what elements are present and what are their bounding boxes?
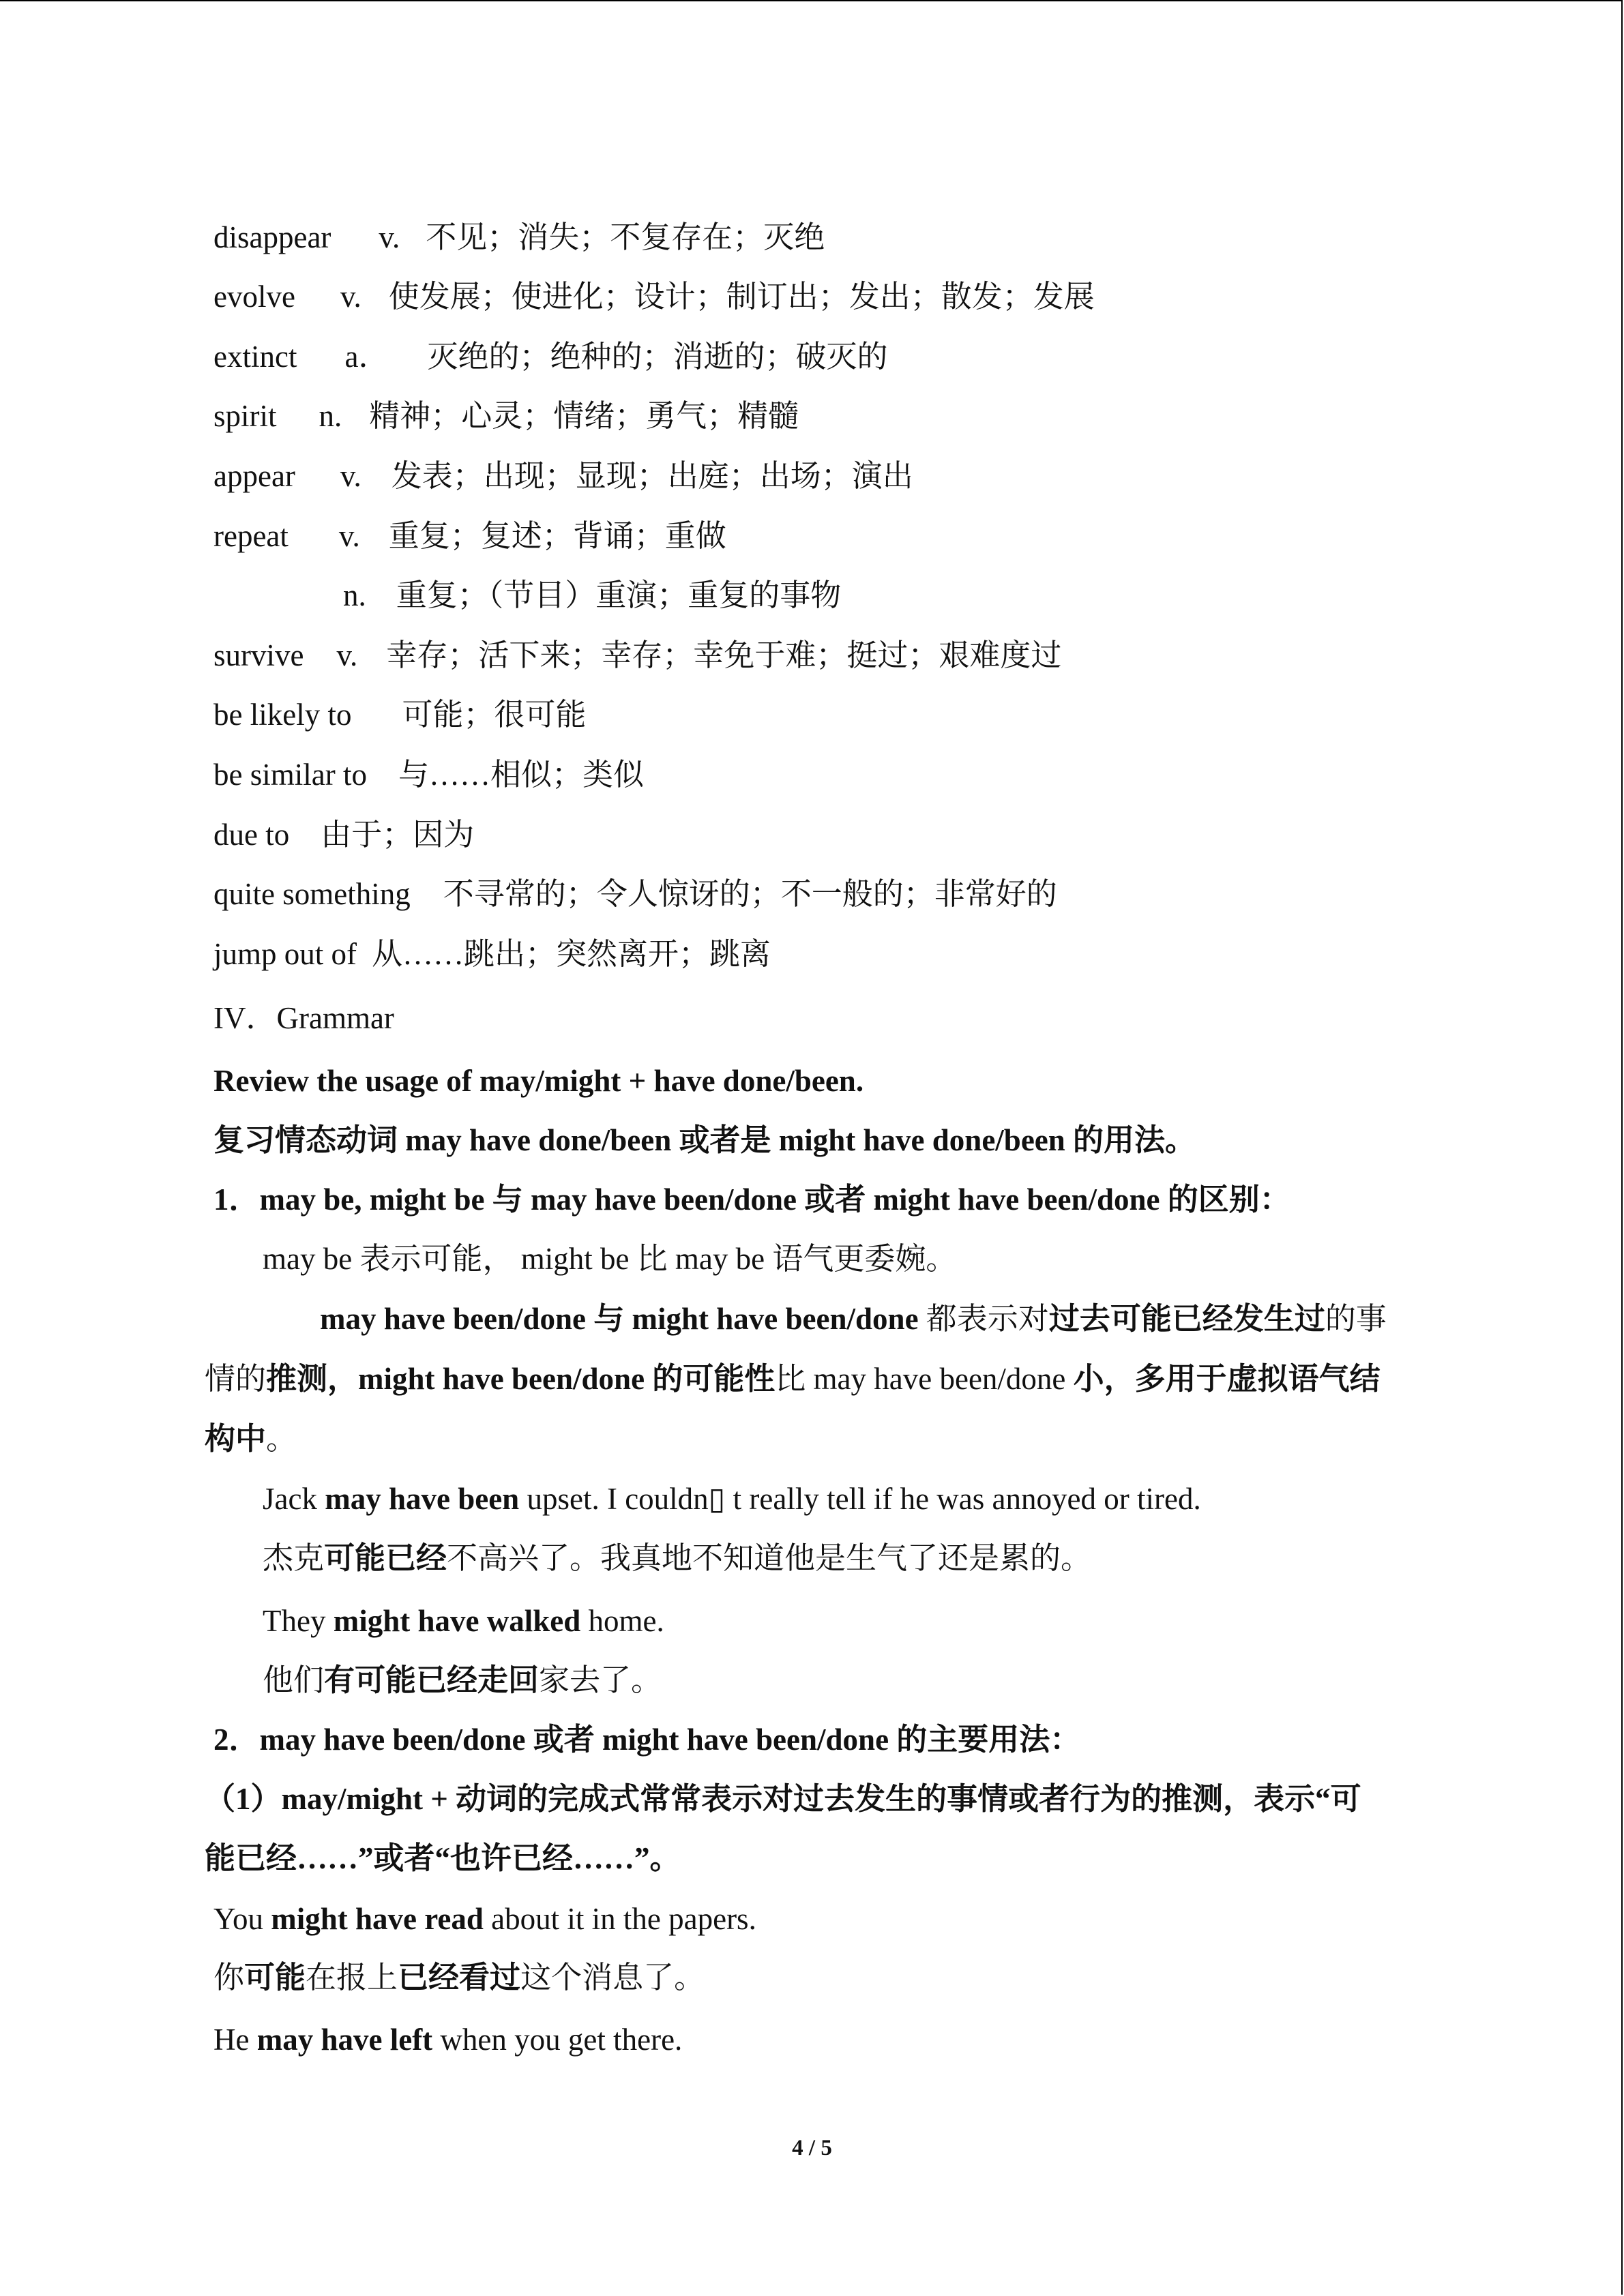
- vocab-meaning: 由于；因为: [321, 818, 475, 852]
- vocab-row: [213, 635, 1061, 676]
- text-run: 你: [213, 1960, 245, 1995]
- vocab-meaning: 可能；很可能: [402, 698, 587, 732]
- vocab-word: due to: [213, 818, 290, 852]
- text-run: He: [213, 2023, 257, 2057]
- vocab-word: evolve: [213, 280, 295, 314]
- vocab-word: jump out of: [213, 937, 357, 971]
- text-run: when you get there.: [432, 2023, 683, 2057]
- vocab-pos: v.: [338, 519, 360, 553]
- vocab-row: [213, 396, 799, 436]
- text-run: may have left: [256, 2023, 433, 2057]
- vocab-meaning: 与……相似；类似: [398, 758, 644, 792]
- text-run: may have been/done 与 might have been/done: [320, 1302, 919, 1336]
- text-run: 构中: [205, 1422, 267, 1456]
- vocab-meaning: 发表；出现；显现；出庭；出场；演出: [391, 459, 913, 493]
- point1-paragraph-line3: [205, 1418, 297, 1459]
- vocab-row: [213, 276, 1095, 317]
- example-en: [213, 1898, 756, 1939]
- vocab-row: [213, 814, 474, 855]
- vocab-pos: n.: [343, 578, 366, 612]
- vocab-row: [213, 874, 1057, 914]
- vocab-meaning: 不见；消失；不复存在；灭绝: [426, 220, 825, 254]
- section-heading: IV．Grammar: [213, 1001, 394, 1035]
- point1-line1: may be 表示可能， might be 比 may be 语气更委婉。: [263, 1242, 957, 1276]
- text-run: You: [213, 1902, 271, 1936]
- vocab-meaning: 精神；心灵；情绪；勇气；精髓: [369, 399, 799, 433]
- page-number: 4 / 5: [792, 2136, 832, 2160]
- text-run: 推测，might have been/done 的可能性: [266, 1362, 776, 1396]
- vocab-word: disappear: [213, 220, 331, 254]
- example-en: [263, 1600, 664, 1641]
- vocab-pos: v.: [379, 220, 400, 254]
- vocab-meaning: 重复；（节目）重演；重复的事物: [396, 578, 842, 612]
- vocab-row: [213, 516, 726, 556]
- text-run: 过去可能已经发生过: [1048, 1302, 1325, 1336]
- text-run: 这个消息了。: [520, 1960, 705, 1995]
- point2-sub-line1: （1）may/might + 动词的完成式常常表示对过去发生的事情或者行为的推测，表示“可: [205, 1782, 1361, 1816]
- vocab-word: survive: [213, 638, 304, 672]
- vocab-row: [213, 934, 771, 974]
- vocab-meaning: 使发展；使进化；设计；制订出；发出；散发；发展: [388, 280, 1095, 314]
- vocab-pos: v.: [336, 638, 358, 672]
- vocab-row: [213, 694, 586, 735]
- vocab-pos: v.: [340, 459, 361, 493]
- text-run: 都表示对: [918, 1302, 1049, 1336]
- example-en: [213, 2019, 682, 2060]
- text-run: 他们: [263, 1663, 325, 1697]
- text-run: 可能: [244, 1960, 306, 1995]
- text-run: home.: [580, 1604, 664, 1638]
- vocab-word: repeat: [213, 519, 289, 553]
- text-run: They: [263, 1604, 334, 1638]
- vocab-meaning: 幸存；活下来；幸存；幸免于难；挺过；艰难度过: [386, 638, 1062, 672]
- vocab-word: extinct: [213, 340, 297, 374]
- review-cn: 复习情态动词 may have done/been 或者是 might have done/been 的用法。: [213, 1123, 1196, 1157]
- text-run: 情的: [205, 1362, 267, 1396]
- point2-sub-line2: 能已经……”或者“也许已经……”。: [205, 1841, 681, 1875]
- text-run: might have read: [271, 1902, 484, 1936]
- vocab-meaning: 灭绝的；绝种的；消逝的；破灭的: [427, 340, 888, 374]
- point1-paragraph-line2: [205, 1358, 1381, 1399]
- text-run: may have been: [325, 1482, 520, 1516]
- point1-title: 1．may be, might be 与 may have been/done 或者 might have been/done 的区别：: [213, 1182, 1290, 1217]
- text-run: 已经看过: [398, 1960, 521, 1995]
- vocab-row: [213, 217, 825, 258]
- point1-paragraph-line1: [320, 1298, 1387, 1339]
- vocab-word: be similar to: [213, 758, 367, 792]
- text-run: 比 may have been/done: [775, 1362, 1074, 1396]
- vocab-meaning: 重复；复述；背诵；重做: [388, 519, 726, 553]
- text-run: 家去了。: [539, 1663, 662, 1697]
- vocab-word: appear: [213, 459, 295, 493]
- vocab-pos: v.: [340, 280, 361, 314]
- vocab-pos: n.: [319, 399, 342, 433]
- text-run: 不高兴了。我真地不知道他是生气了还是累的。: [447, 1541, 1092, 1575]
- text-run: 。: [266, 1422, 297, 1456]
- vocab-meaning: 不寻常的；令人惊讶的；不一般的；非常好的: [443, 877, 1057, 911]
- text-run: 的事: [1325, 1302, 1387, 1336]
- text-run: upset. I couldn▯ t really tell if he was annoyed or tired.: [519, 1482, 1201, 1516]
- text-run: 在报上: [306, 1960, 398, 1995]
- text-run: might have walked: [333, 1604, 581, 1638]
- example-cn: [213, 1957, 705, 1998]
- vocab-meaning: 从……跳出；突然离开；跳离: [372, 937, 771, 971]
- example-en: [263, 1478, 1201, 1519]
- text-run: 小，多用于虚拟语气结: [1073, 1362, 1381, 1396]
- vocab-pos: a．: [344, 340, 389, 374]
- text-run: Jack: [263, 1482, 325, 1516]
- vocab-row: [213, 754, 644, 795]
- text-run: 杰克: [263, 1541, 325, 1575]
- example-cn: [263, 1538, 1091, 1579]
- text-run: 有可能已经走回: [324, 1663, 540, 1697]
- text-run: about it in the papers.: [483, 1902, 756, 1936]
- vocab-word: spirit: [213, 399, 277, 433]
- example-cn: [263, 1660, 662, 1701]
- vocab-row: [213, 336, 887, 377]
- vocab-row: [213, 456, 913, 496]
- text-run: 可能已经: [324, 1541, 447, 1575]
- point2-title: 2．may have been/done 或者 might have been/done 的主要用法：: [213, 1723, 1081, 1757]
- vocab-word: quite something: [213, 877, 411, 911]
- vocab-row: [343, 575, 841, 616]
- review-en: Review the usage of may/might + have done/been.: [213, 1064, 864, 1098]
- vocab-word: be likely to: [213, 698, 352, 732]
